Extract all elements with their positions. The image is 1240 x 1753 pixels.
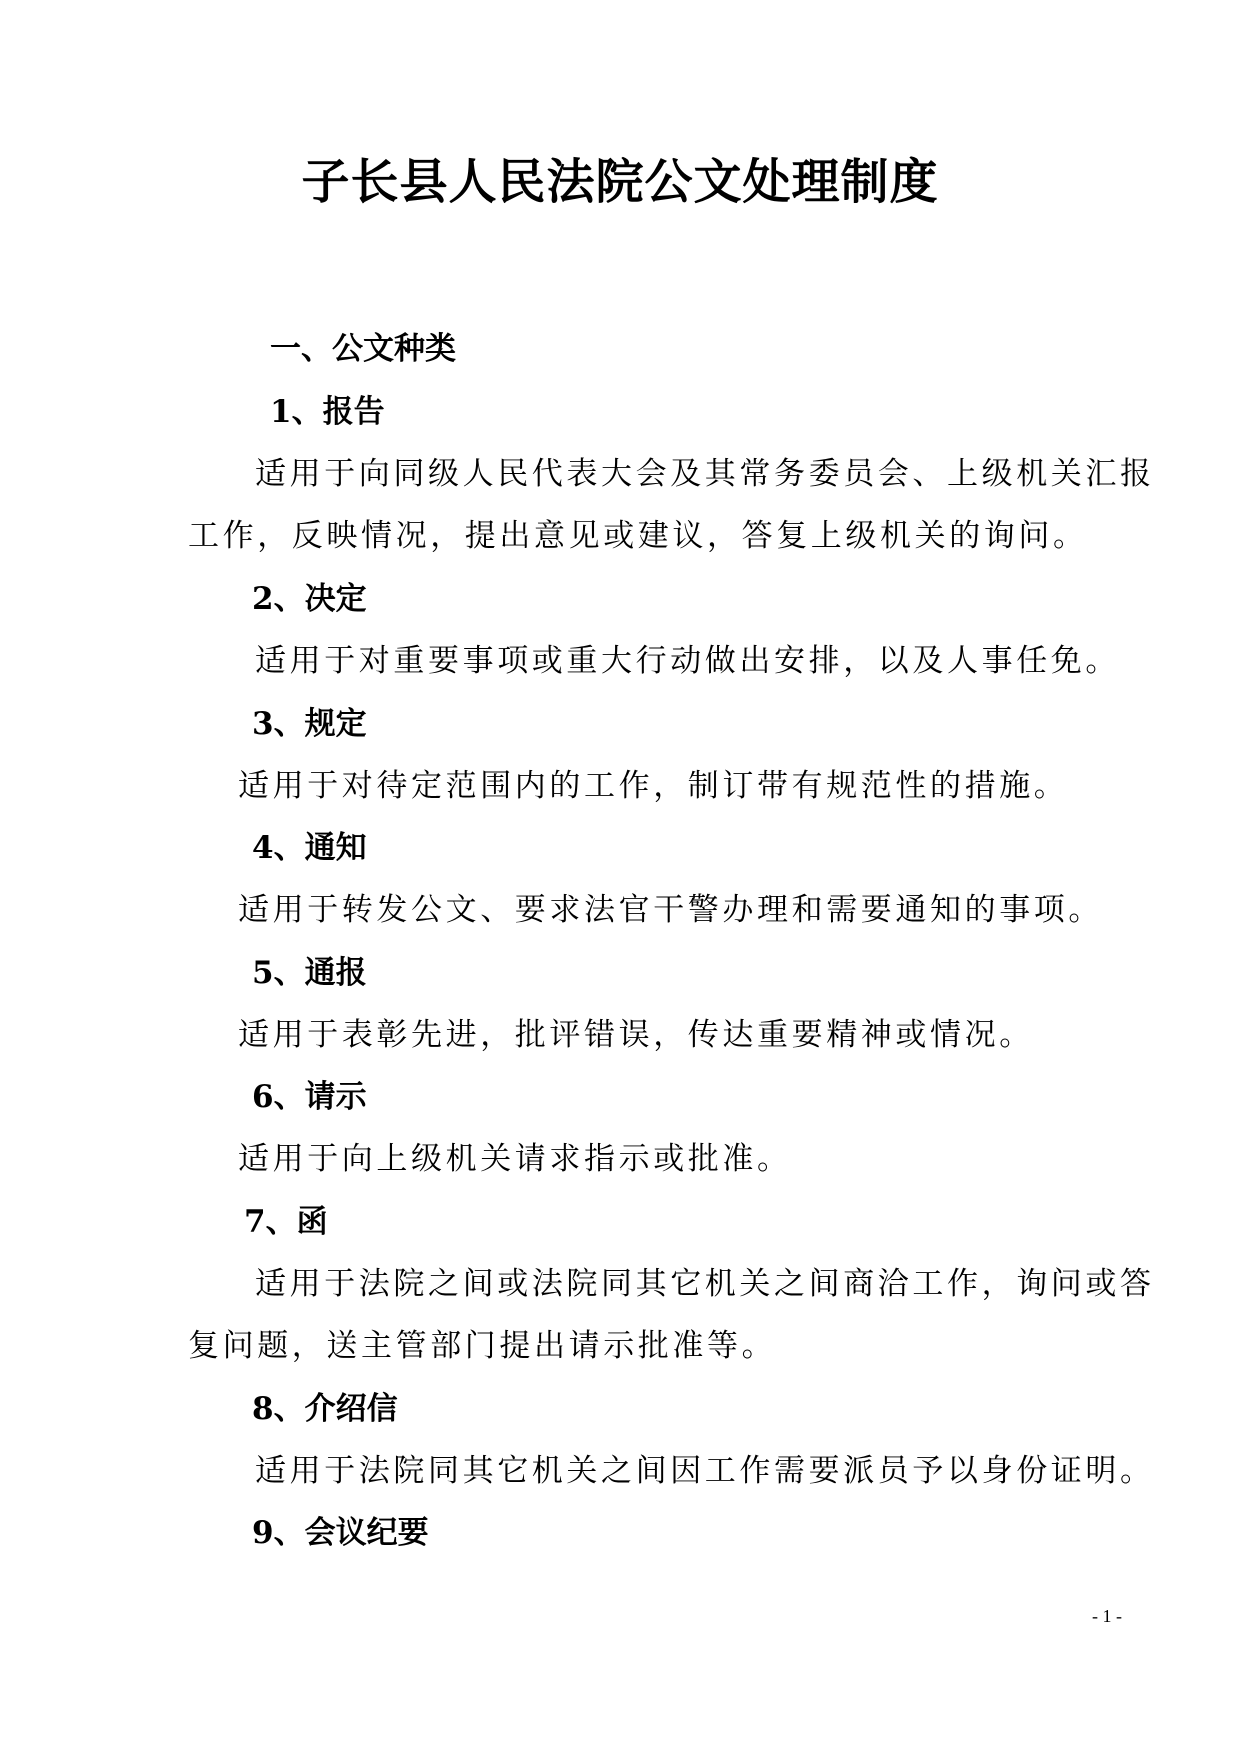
item-heading-notice: 4、通知 bbox=[252, 830, 367, 866]
item-text-request: 适用于向上级机关请求指示或批准。 bbox=[238, 1141, 792, 1177]
item-heading-letter: 7、函 bbox=[244, 1204, 328, 1240]
section-heading: 一、公文种类 bbox=[270, 331, 456, 367]
item-heading-meeting-minutes: 9、会议纪要 bbox=[252, 1515, 429, 1551]
item-heading-bulletin: 5、通报 bbox=[252, 955, 367, 991]
item-text-notice: 适用于转发公文、要求法官干警办理和需要通知的事项。 bbox=[238, 892, 1103, 928]
item-heading-report: 1、报告 bbox=[270, 394, 385, 430]
item-heading-request: 6、请示 bbox=[252, 1079, 367, 1115]
item-text-decision: 适用于对重要事项或重大行动做出安排，以及人事任免。 bbox=[255, 643, 1120, 679]
item-text-report-line-1: 适用于向同级人民代表大会及其常务委员会、上级机关汇报 bbox=[255, 456, 1155, 492]
item-text-letter-line-2: 复问题，送主管部门提出请示批准等。 bbox=[188, 1328, 777, 1364]
item-heading-decision: 2、决定 bbox=[252, 581, 367, 617]
item-text-regulation: 适用于对待定范围内的工作，制订带有规范性的措施。 bbox=[238, 768, 1069, 804]
page-number: - 1 - bbox=[1092, 1606, 1122, 1626]
item-text-letter-line-1: 适用于法院之间或法院同其它机关之间商洽工作，询问或答 bbox=[255, 1266, 1155, 1302]
item-text-bulletin: 适用于表彰先进，批评错误，传达重要精神或情况。 bbox=[238, 1017, 1034, 1053]
item-text-introduction-letter: 适用于法院同其它机关之间因工作需要派员予以身份证明。 bbox=[255, 1453, 1155, 1489]
item-heading-regulation: 3、规定 bbox=[252, 706, 367, 742]
item-heading-introduction-letter: 8、介绍信 bbox=[252, 1391, 398, 1427]
item-text-report-line-2: 工作，反映情况，提出意见或建议，答复上级机关的询问。 bbox=[188, 518, 1088, 554]
document-title: 子长县人民法院公文处理制度 bbox=[301, 154, 939, 210]
